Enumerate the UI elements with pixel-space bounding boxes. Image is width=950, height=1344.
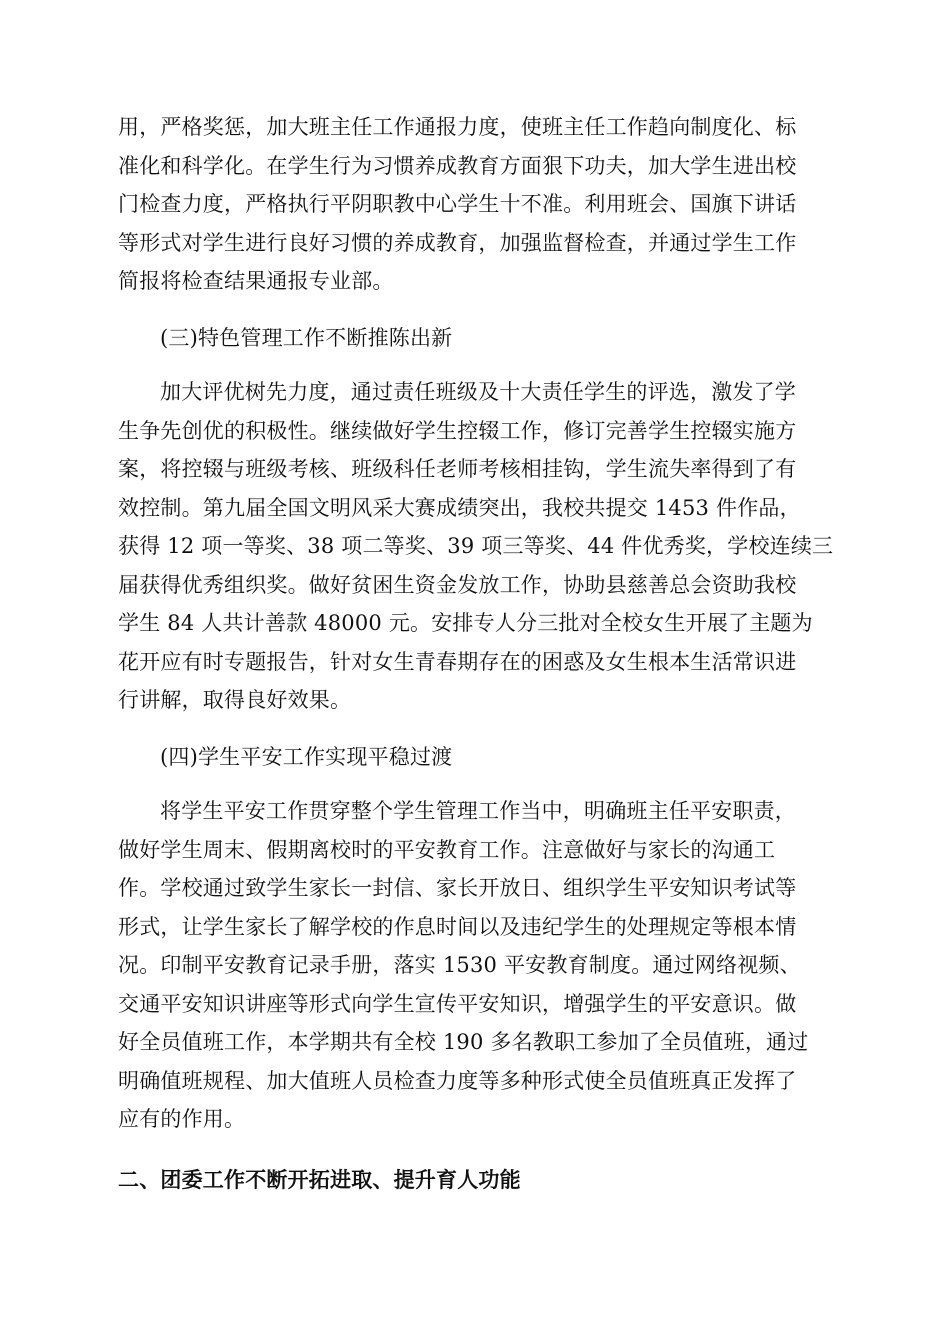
text-line: 做好学生周末、假期离校时的平安教育工作。注意做好与家长的沟通工 (118, 837, 776, 862)
text-line: 效控制。第九届全国文明风采大赛成绩突出，我校共提交 1453 件作品， (118, 495, 801, 520)
text-line: 等形式对学生进行良好习惯的养成教育，加强监督检查，并通过学生工作 (118, 230, 797, 255)
text-line: 应有的作用。 (118, 1107, 246, 1131)
text-line: 门检查力度，严格执行平阴职教中心学生十不准。利用班会、国旗下讲话 (118, 192, 797, 216)
text-line: 获得 12 项一等奖、38 项二等奖、39 项三等奖、44 件优秀奖，学校连续三 (118, 534, 834, 558)
text-line: 届获得优秀组织奖。做好贫困生资金发放工作，协助县慈善总会资助我校 (118, 572, 797, 597)
text-line: 学生 84 人共计善款 48000 元。安排专人分三批对全校女生开展了主题为 (118, 611, 813, 635)
text-line: 加大评优树先力度，通过责任班级及十大责任学生的评选，激发了学 (160, 380, 796, 404)
text-line: 形式，让学生家长了解学校的作息时间以及违纪学生的处理规定等根本情 (118, 914, 797, 939)
text-line: 将学生平安工作贯穿整个学生管理工作当中，明确班主任平安职责， (160, 799, 796, 823)
text-line: 简报将检查结果通报专业部。 (118, 269, 394, 293)
subsection-heading-3: (三)特色管理工作不断推陈出新 (160, 325, 453, 350)
text-line: 花开应有时专题报告，针对女生青春期存在的困惑及女生根本生活常识进 (118, 649, 797, 674)
paragraph-student-safety (118, 792, 832, 1139)
text-line: 用，严格奖惩，加大班主任工作通报力度，使班主任工作趋向制度化、标 (118, 115, 797, 139)
text-line: 行讲解，取得良好效果。 (118, 688, 352, 712)
text-line: 作。学校通过致学生家长一封信、家长开放日、组织学生平安知识考试等 (118, 876, 797, 900)
text-line: 况。印制平安教育记录手册，落实 1530 平安教育制度。通过网络视频、 (118, 953, 801, 977)
text-line: 案，将控辍与班级考核、班级科任老师考核相挂钩，学生流失率得到了有 (118, 457, 797, 481)
paragraph-class-management (118, 108, 832, 301)
text-line: 明确值班规程、加大值班人员检查力度等多种形式使全员值班真正发挥了 (118, 1068, 797, 1093)
text-line: 准化和科学化。在学生行为习惯养成教育方面狠下功夫，加大学生进出校 (118, 153, 797, 178)
text-line: 生争先创优的积极性。继续做好学生控辍工作，修订完善学生控辍实施方 (118, 418, 797, 443)
subsection-heading-4: (四)学生平安工作实现平稳过渡 (160, 744, 453, 769)
section-heading-2: 二、团委工作不断开拓进取、提升育人功能 (118, 1167, 521, 1192)
document-body (118, 108, 832, 1199)
paragraph-featured-management (118, 373, 832, 720)
text-line: 交通平安知识讲座等形式向学生宣传平安知识，增强学生的平安意识。做 (118, 991, 797, 1016)
text-line: 好全员值班工作，本学期共有全校 190 多名教职工参加了全员值班，通过 (118, 1030, 809, 1054)
